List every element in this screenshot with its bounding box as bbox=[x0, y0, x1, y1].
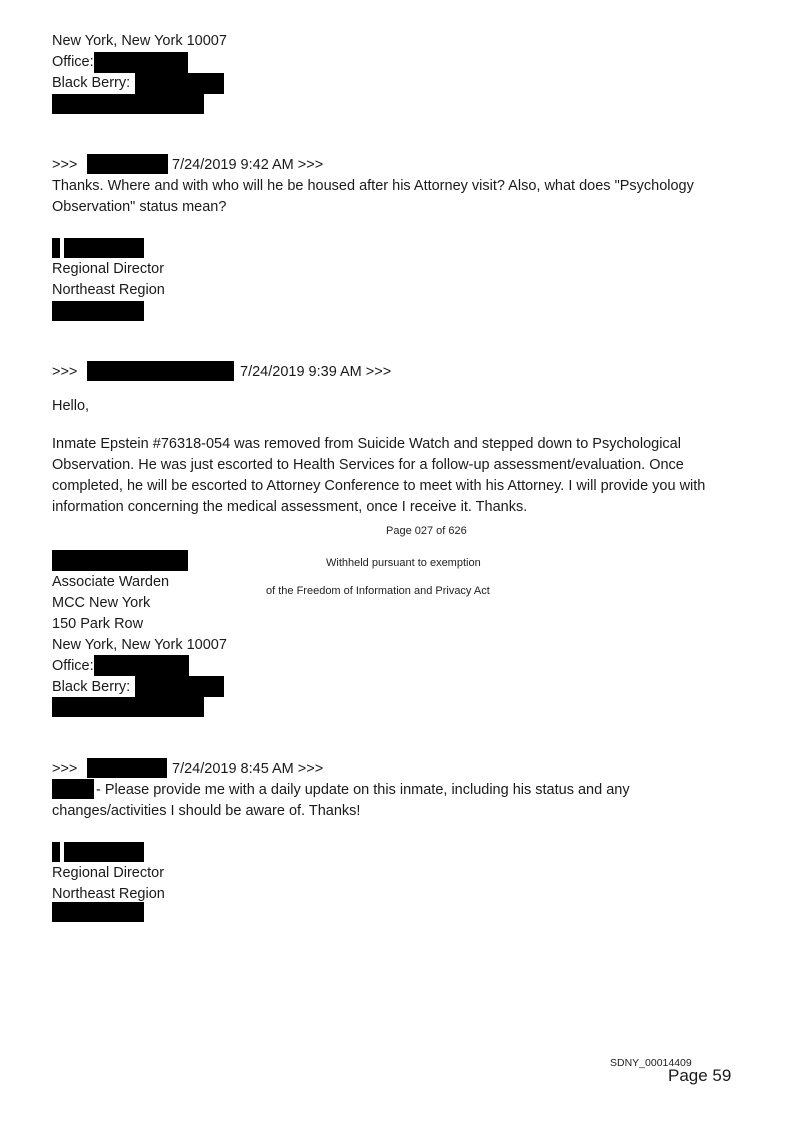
redaction-box bbox=[64, 842, 144, 862]
office-label: Office: bbox=[52, 54, 94, 70]
redaction-box bbox=[52, 842, 60, 862]
redaction-box bbox=[52, 902, 144, 922]
redaction-box bbox=[52, 238, 60, 258]
signature-street: 150 Park Row bbox=[52, 616, 144, 632]
redaction-box bbox=[52, 301, 144, 321]
signature-title: Regional Director bbox=[52, 261, 165, 277]
blackberry-label: Black Berry: bbox=[52, 679, 131, 695]
redaction-box bbox=[87, 361, 234, 381]
email-greeting: Hello, bbox=[52, 398, 90, 414]
withheld-notice: of the Freedom of Information and Privacy Act bbox=[266, 585, 490, 597]
redaction-box bbox=[64, 238, 144, 258]
signature-title: Regional Director bbox=[52, 865, 165, 881]
email-header-prefix: >>> bbox=[52, 157, 78, 173]
email-body-line: Observation. He was just escorted to Health Services for a follow-up assessment/evaluation. Once bbox=[52, 457, 684, 473]
email-header-prefix: >>> bbox=[52, 364, 78, 380]
bates-number: SDNY_00014409 bbox=[610, 1057, 692, 1069]
redaction-box bbox=[135, 676, 224, 697]
withheld-notice: Withheld pursuant to exemption bbox=[326, 557, 481, 569]
signature-region: Northeast Region bbox=[52, 282, 165, 298]
redaction-box bbox=[52, 697, 204, 717]
email-body-line: information concerning the medical assessment, once I receive it. Thanks. bbox=[52, 499, 528, 515]
office-label: Office: bbox=[52, 658, 94, 674]
address-line: New York, New York 10007 bbox=[52, 33, 227, 49]
signature-city: New York, New York 10007 bbox=[52, 637, 227, 653]
email-header-prefix: >>> bbox=[52, 761, 78, 777]
redaction-box bbox=[94, 52, 188, 73]
email-body-line: Inmate Epstein #76318-054 was removed from Suicide Watch and stepped down to Psychological bbox=[52, 436, 681, 452]
page-number: Page 59 bbox=[668, 1066, 732, 1085]
email-header-datetime: 7/24/2019 9:39 AM >>> bbox=[240, 364, 392, 380]
redaction-box bbox=[52, 94, 204, 114]
email-body-line: Observation" status mean? bbox=[52, 199, 227, 215]
email-body-line: - Please provide me with a daily update on this inmate, including his status and any bbox=[96, 782, 630, 798]
email-header-datetime: 7/24/2019 9:42 AM >>> bbox=[172, 157, 324, 173]
redaction-box bbox=[52, 550, 188, 571]
email-body-line: completed, he will be escorted to Attorney Conference to meet with his Attorney. I will provide you with bbox=[52, 478, 706, 494]
email-body-line: changes/activities I should be aware of. Thanks! bbox=[52, 803, 361, 819]
redaction-box bbox=[94, 655, 189, 676]
page-of-stamp: Page 027 of 626 bbox=[386, 525, 467, 537]
blackberry-label: Black Berry: bbox=[52, 75, 131, 91]
redaction-box bbox=[135, 73, 224, 94]
redaction-box bbox=[52, 779, 94, 799]
redaction-box bbox=[87, 758, 167, 778]
redaction-box bbox=[87, 154, 168, 174]
email-body-line: Thanks. Where and with who will he be housed after his Attorney visit? Also, what does "Psychology bbox=[52, 178, 694, 194]
signature-region: Northeast Region bbox=[52, 886, 165, 902]
email-header-datetime: 7/24/2019 8:45 AM >>> bbox=[172, 761, 324, 777]
signature-title: Associate Warden bbox=[52, 574, 170, 590]
signature-org: MCC New York bbox=[52, 595, 151, 611]
